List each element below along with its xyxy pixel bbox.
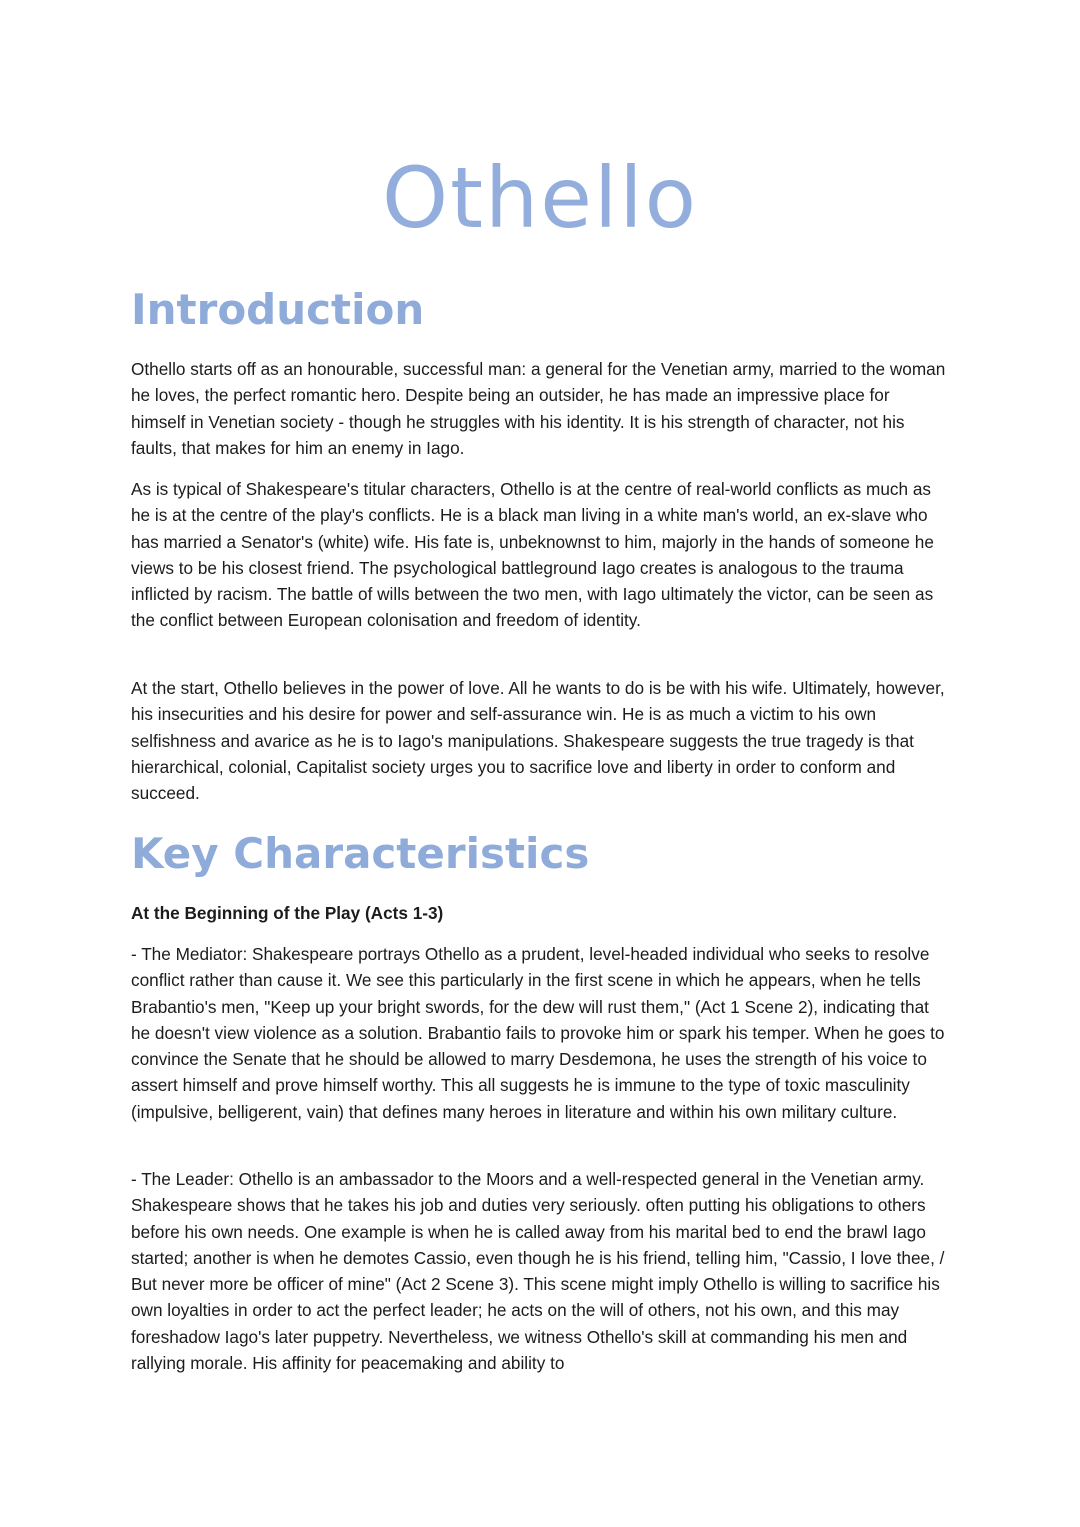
document-title: Othello <box>381 149 699 247</box>
key-characteristics-heading: Key Characteristics <box>131 829 590 878</box>
beginning-of-play-subheading: At the Beginning of the Play (Acts 1-3) <box>131 903 444 923</box>
paragraph-text: Othello starts off as an honourable, successful man: a general for the Venetian army, married to the woman he loves, the perfect romantic hero. Despite being an outsider, he has made an impressive place for himself in Venetian society - though he struggles with his identity. It is his strength of character, not his faults, that makes for him an enemy in Iago. <box>131 359 946 458</box>
mediator-paragraph <box>131 941 946 1125</box>
introduction-heading: Introduction <box>131 285 425 334</box>
paragraph-text: At the start, Othello believes in the power of love. All he wants to do is be with his wife. Ultimately, however, his insecurities and his desire for power and self-assurance win. He is as much a victim to his own selfishness and avarice as he is to Iago's manipulations. Shakespeare suggests the true tragedy is that hierarchical, colonial, Capitalist society urges you to sacrifice love and liberty in order to conform and succeed. <box>131 678 945 804</box>
paragraph-text: - The Leader: Othello is an ambassador to the Moors and a well-respected general in the Venetian army. Shakespeare shows that he takes his job and duties very seriously. often putting his obligations to others before his own needs. One example is when he is called away from his marital bed to end the brawl Iago started; another is when he demotes Cassio, even though he is his friend, telling him, "Cassio, I love thee, / But never more be officer of mine" (Act 2 Scene 3). This scene might imply Othello is willing to sacrifice his own loyalties in order to act the perfect leader; he acts on the will of others, not his own, and this may foreshadow Iago's later puppetry. Nevertheless, we witness Othello's skill at commanding his men and rallying morale. His affinity for peacemaking and ability to <box>131 1169 945 1374</box>
introduction-paragraph-3 <box>131 675 946 806</box>
introduction-paragraph-1 <box>131 356 946 461</box>
leader-paragraph <box>131 1166 946 1376</box>
paragraph-text: - The Mediator: Shakespeare portrays Othello as a prudent, level-headed individual who seeks to resolve conflict rather than cause it. We see this particularly in the first scene in which he appears, when he tells Brabantio's men, "Keep up your bright swords, for the dew will rust them," (Act 1 Scene 2), indicating that he doesn't view violence as a solution. Brabantio fails to provoke him or spark his temper. When he goes to convince the Senate that he should be allowed to marry Desdemona, he uses the strength of his voice to assert himself and prove himself worthy. This all suggests he is immune to the type of toxic masculinity (impulsive, belligerent, vain) that defines many heroes in literature and within his own military culture. <box>131 944 945 1122</box>
introduction-paragraph-2 <box>131 476 946 634</box>
paragraph-text: As is typical of Shakespeare's titular characters, Othello is at the centre of real-world conflicts as much as he is at the centre of the play's conflicts. He is a black man living in a white man's world, an ex-slave who has married a Senator's (white) wife. His fate is, unbeknownst to him, majorly in the hands of someone he views to be his closest friend. The psychological battleground Iago creates is analogous to the trauma inflicted by racism. The battle of wills between the two men, with Iago ultimately the victor, can be seen as the conflict between European colonisation and freedom of identity. <box>131 479 934 631</box>
